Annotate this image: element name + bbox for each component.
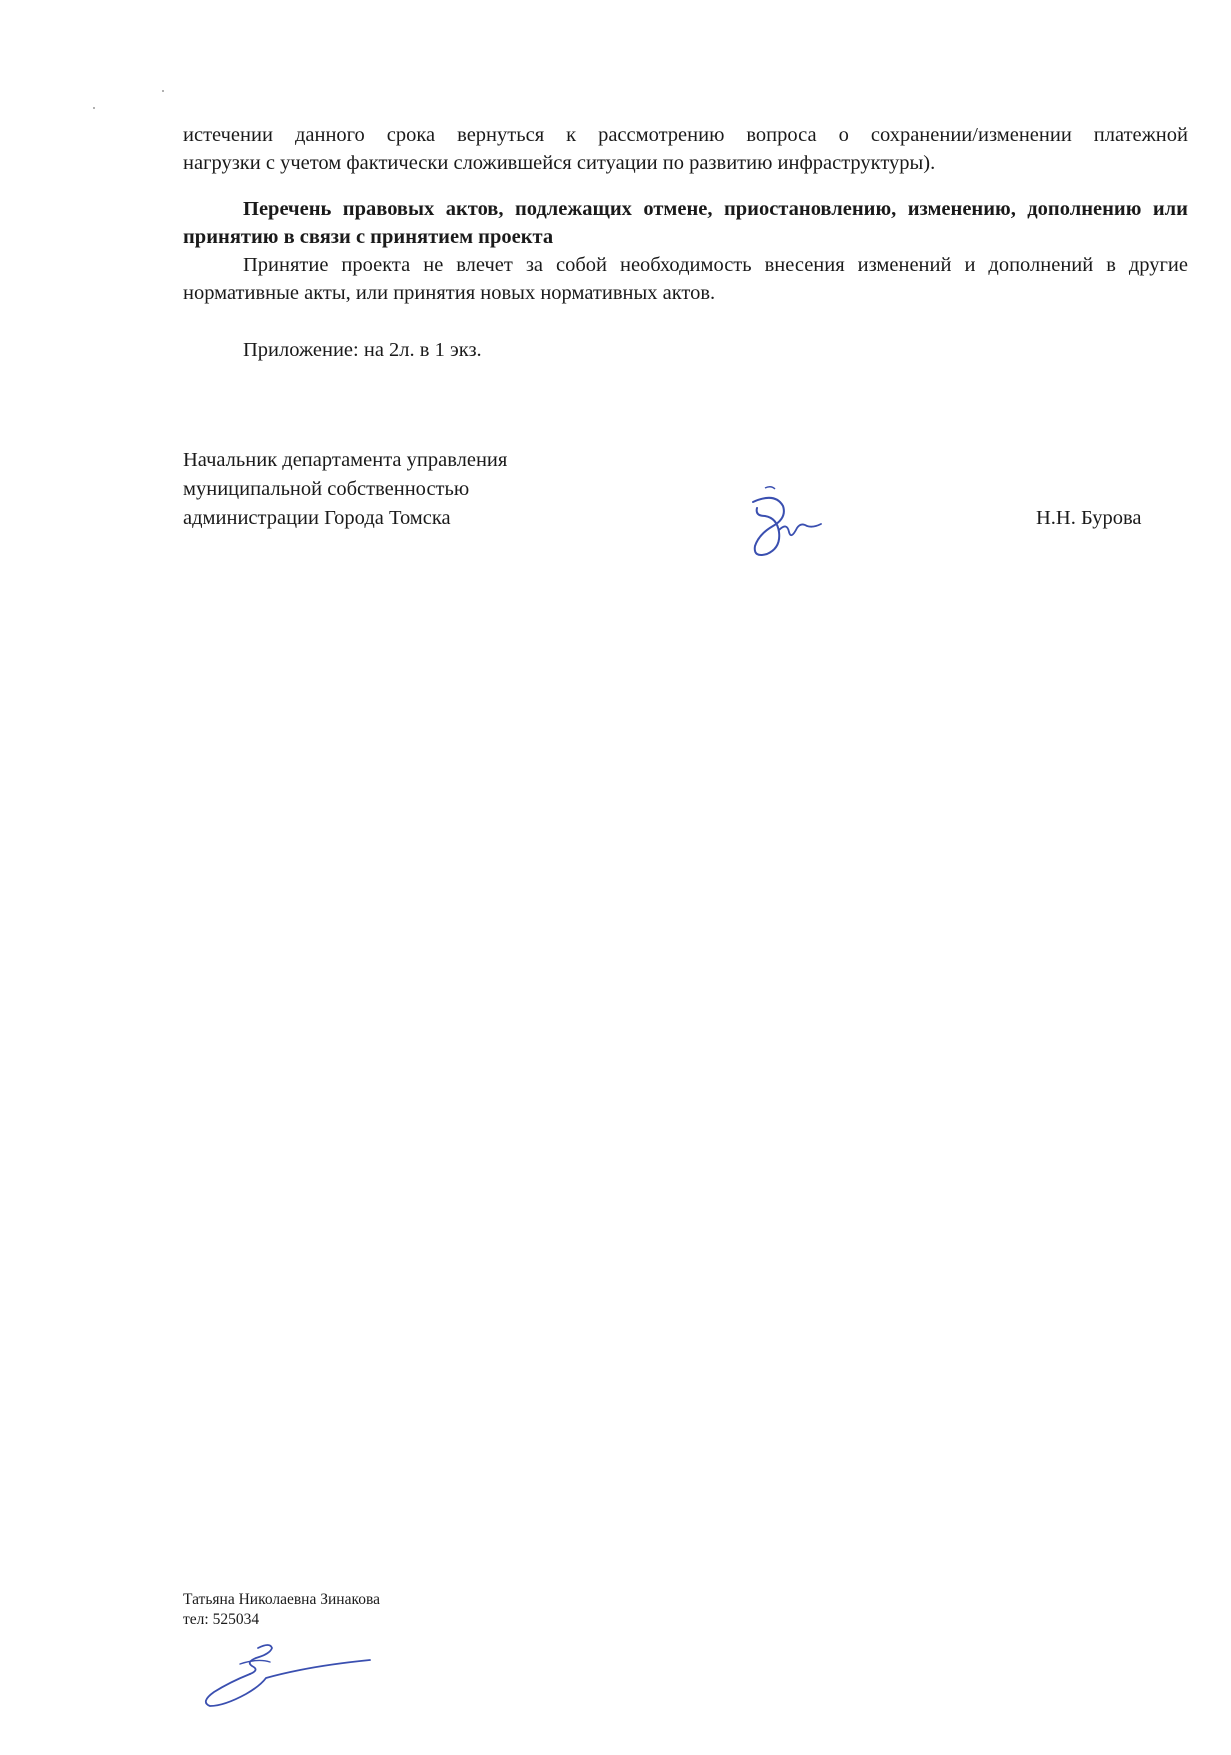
signatory-title-line: муниципальной собственностью bbox=[183, 478, 470, 500]
signatory-title bbox=[183, 446, 507, 533]
signatory-title-line: администрации Города Томска bbox=[183, 507, 451, 529]
paragraph-body: Принятие проекта не влечет за собой необходимость внесения изменений и дополнений в другие нормативные акты, или принятия новых нормативных актов. bbox=[183, 254, 1188, 304]
paragraph-line: истечении данного срока вернуться к рассмотрению вопроса о сохранении/изменении платежной bbox=[183, 124, 1188, 146]
section-heading: Перечень правовых актов, подлежащих отмене, приостановлению, изменению, дополнению или принятию в связи с принятием проекта bbox=[183, 198, 1188, 248]
attachment-note: Приложение: на 2л. в 1 экз. bbox=[243, 339, 482, 361]
paragraph-line: нагрузки с учетом фактически сложившейся ситуации по развитию инфраструктуры). bbox=[183, 152, 936, 174]
contact-phone: тел: 525034 bbox=[183, 1611, 260, 1628]
contact-name: Татьяна Николаевна Зинакова bbox=[183, 1591, 380, 1608]
paragraph-continuation bbox=[183, 121, 1188, 177]
signatory-name: Н.Н. Бурова bbox=[1036, 507, 1142, 529]
handwritten-initials-icon bbox=[200, 1640, 380, 1715]
signatory-title-line: Начальник департамента управления bbox=[183, 449, 508, 471]
contact-info bbox=[183, 1590, 380, 1630]
scan-speck bbox=[93, 107, 95, 109]
handwritten-signature-icon bbox=[735, 482, 825, 562]
scan-speck bbox=[162, 90, 164, 92]
